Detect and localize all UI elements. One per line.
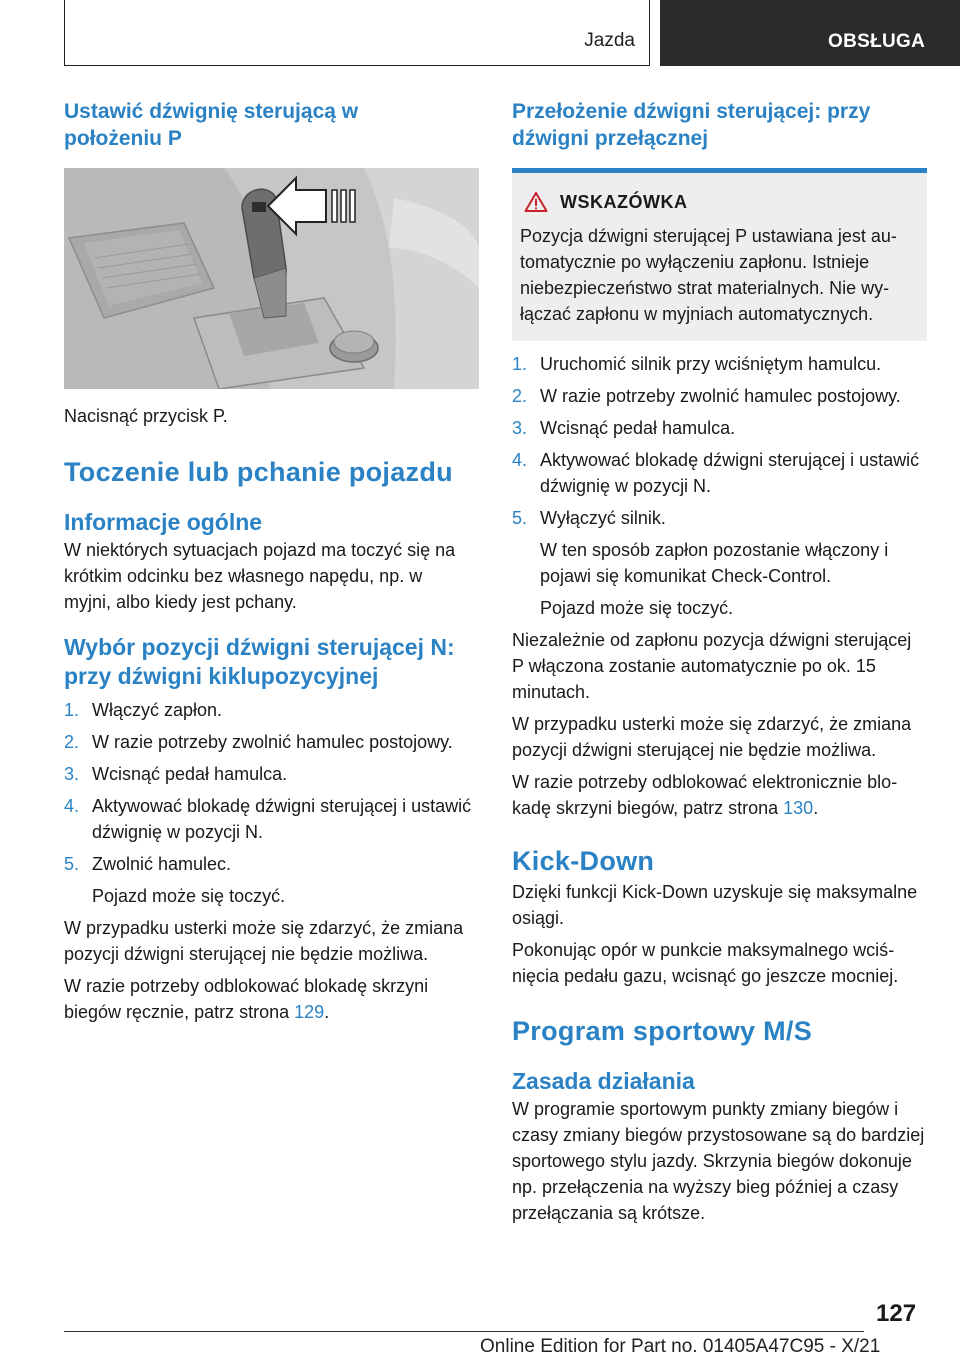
header-frame	[64, 0, 650, 66]
list-item: 4. Aktywować blokadę dźwigni sterującej i ustawić dźwignię w pozycji N.	[512, 450, 920, 496]
paragraph-fault: W przypadku usterki może się zdarzyć, że zmiana pozycji dźwigni sterującej nie będzie możliwa.	[64, 918, 464, 964]
list-item: 2. W razie potrzeby zwolnić hamulec postojowy.	[512, 386, 901, 406]
note-box	[512, 168, 927, 341]
list-item: 3. Wcisnąć pedał hamulca.	[512, 418, 736, 438]
header-chapter-label: OBSŁUGA	[828, 31, 926, 52]
heading-rolling: Toczenie lub pchanie pojazdu	[64, 457, 453, 487]
footer-edition: Online Edition for Part no. 01405A47C95 - X/21	[480, 1336, 881, 1357]
list-item: 1. Uruchomić silnik przy wciśniętym hamulcu.	[512, 354, 882, 374]
step5-note-rolling: Pojazd może się toczyć.	[540, 598, 734, 618]
header-chapter-tab	[660, 0, 960, 66]
footer-divider	[64, 1331, 864, 1332]
heading-parking: Ustawić dźwignię sterującą w położeniu P	[64, 100, 359, 150]
paragraph-unlock: W razie potrzeby odblokować elektronicznie blokadę skrzyni biegów, patrz strona 130.	[512, 772, 898, 818]
paragraph-kickdown-2: Pokonując opór w punkcie maksymalnego wciśnięcia pedału gazu, wcisnąć go jeszcze mocniej.	[512, 940, 899, 986]
heading-select-n: Wybór pozycji dźwigni sterującej N: przy dźwigni kiklupozycyjnej	[64, 634, 455, 689]
list-item: 5. Zwolnić hamulec.	[64, 854, 232, 874]
step5-note: Pojazd może się toczyć.	[92, 886, 286, 906]
figure-caption: Nacisnąć przycisk P.	[64, 406, 228, 426]
header-section-title: Jazda	[584, 30, 635, 51]
selector-lever-illustration	[64, 168, 479, 389]
left-steps-list	[64, 697, 479, 877]
left-column	[64, 98, 479, 1025]
heading-kickdown: Kick-Down	[512, 846, 655, 876]
note-header	[524, 191, 917, 213]
right-column	[512, 98, 927, 1226]
paragraph-kickdown-1: Dzięki funkcji Kick-Down uzyskuje się maksymalne osiągi.	[512, 882, 918, 928]
paragraph-unlock: W razie potrzeby odblokować blokadę skrzyni biegów ręcznie, patrz strona 129.	[64, 976, 429, 1022]
list-item: 4. Aktywować blokadę dźwigni sterującej i ustawić dźwignię w pozycji N.	[64, 796, 472, 842]
heading-sport-program: Program sportowy M/S	[512, 1016, 813, 1046]
heading-general-info: Informacje ogólne	[64, 509, 263, 535]
list-item: 3. Wcisnąć pedał hamulca.	[64, 764, 288, 784]
heading-principle: Zasada działania	[512, 1068, 695, 1094]
paragraph-fault: W przypadku usterki może się zdarzyć, że zmiana pozycji dźwigni sterującej nie będzie możliwa.	[512, 714, 912, 760]
page-reference-link[interactable]: 129	[294, 1002, 325, 1022]
note-text: Pozycja dźwigni sterującej P ustawiana jest automatycznie po wyłączeniu zapłonu. Istnieje niebezpieczeństwo strat materialnych. Nie wyłączać zapłonu w myjniach automatycznych.	[520, 226, 897, 324]
list-item: 1. Włączyć zapłon.	[64, 700, 223, 720]
selector-lever-figure	[64, 168, 479, 389]
list-item: 2. W razie potrzeby zwolnić hamulec postojowy.	[64, 732, 453, 752]
note-title: WSKAZÓWKA	[560, 191, 688, 212]
list-item: 5. Wyłączyć silnik.	[512, 508, 666, 528]
right-steps-list	[512, 351, 927, 531]
warning-triangle-icon	[524, 191, 548, 213]
page-reference-link[interactable]: 130	[783, 798, 814, 818]
page-number: 127	[876, 1300, 917, 1327]
paragraph-general: W niektórych sytuacjach pojazd ma toczyć się na krótkim odcinku bez własnego napędu, np. w myjni, albo kiedy jest pchany.	[64, 540, 456, 612]
step5-note-ignition: W ten sposób zapłon pozostanie włączony i pojawi się komunikat Check-Control.	[540, 540, 889, 586]
paragraph-principle: W programie sportowym punkty zmiany biegów i czasy zmiany biegów przystosowane są do bardziej sportowego stylu jazdy. Skrzynia biegów dokonuje np. przełączenia na wyższy bieg później a czasy przełączania są krótsze.	[512, 1099, 925, 1223]
paragraph-auto-p: Niezależnie od zapłonu pozycja dźwigni sterującej P włączona zostanie automatycznie po ok. 15 minutach.	[512, 630, 912, 702]
heading-switch-lever: Przełożenie dźwigni sterującej: przy dźwigni przełącznej	[512, 100, 871, 150]
